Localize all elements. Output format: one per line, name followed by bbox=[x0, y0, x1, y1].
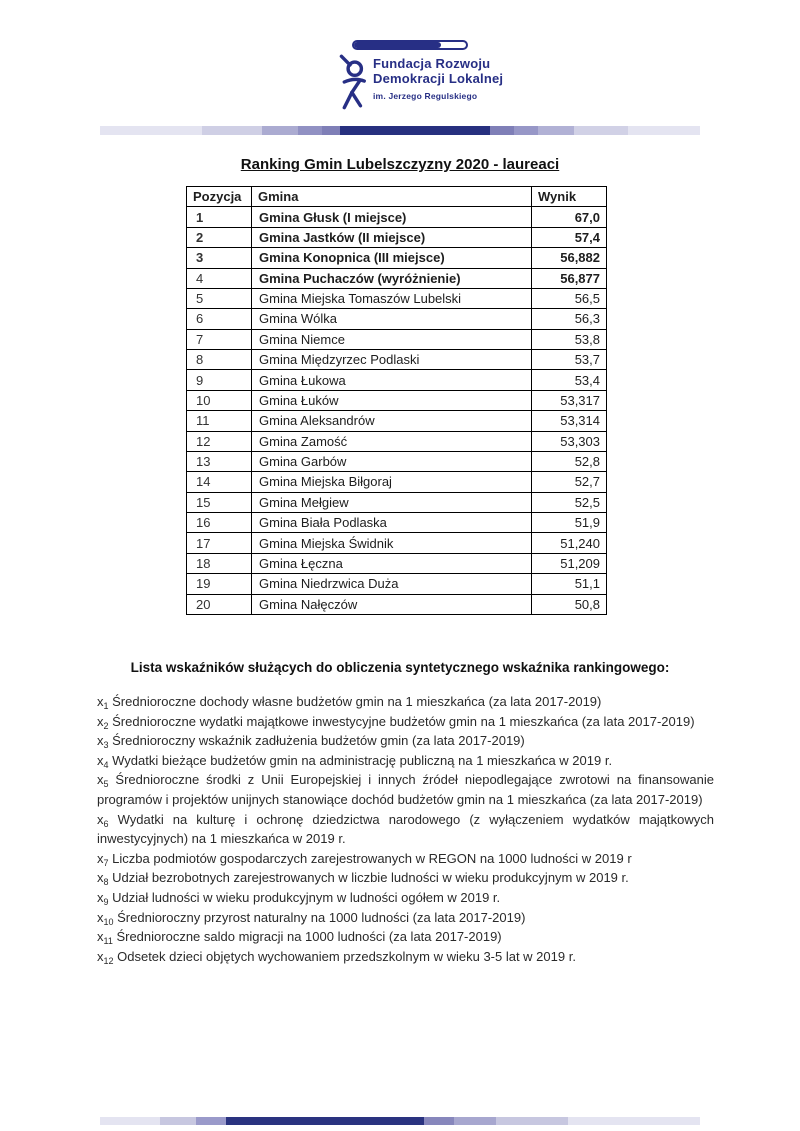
indicator-item: $x_{11}$ Średnioroczne saldo migracji na 1000 ludności (za lata 2017-2019) bbox=[97, 929, 502, 947]
cell-gmina: Gmina Jastków (II miejsce) bbox=[252, 227, 532, 247]
decorative-bar-segment bbox=[496, 1117, 568, 1125]
decorative-bar-segment bbox=[424, 1117, 454, 1125]
cell-wynik: 53,8 bbox=[532, 329, 607, 349]
cell-pozycja: 11 bbox=[187, 411, 252, 431]
cell-pozycja: 20 bbox=[187, 594, 252, 614]
table-row bbox=[187, 248, 607, 268]
table-row bbox=[187, 411, 607, 431]
frdl-pill-icon bbox=[352, 40, 468, 50]
decorative-bar-segment bbox=[538, 126, 574, 135]
indicator-symbol: $x_{12}$ bbox=[97, 948, 114, 966]
cell-wynik: 53,4 bbox=[532, 370, 607, 390]
cell-gmina: Gmina Puchaczów (wyróżnienie) bbox=[252, 268, 532, 288]
cell-pozycja: 12 bbox=[187, 431, 252, 451]
table-row bbox=[187, 533, 607, 553]
table-row bbox=[187, 492, 607, 512]
table-row bbox=[187, 309, 607, 329]
cell-wynik: 51,240 bbox=[532, 533, 607, 553]
cell-wynik: 51,1 bbox=[532, 574, 607, 594]
decorative-bar-segment bbox=[202, 126, 262, 135]
cell-pozycja: 8 bbox=[187, 350, 252, 370]
indicator-subscript: 12 bbox=[103, 955, 114, 966]
cell-pozycja: 10 bbox=[187, 390, 252, 410]
cell-wynik: 52,7 bbox=[532, 472, 607, 492]
decorative-bar-segment bbox=[628, 126, 700, 135]
indicator-symbol: $x_3$ bbox=[97, 733, 109, 751]
table-row bbox=[187, 370, 607, 390]
cell-wynik: 67,0 bbox=[532, 207, 607, 227]
logo-org-name-line2: Demokracji Lokalnej bbox=[373, 70, 504, 86]
cell-gmina: Gmina Niedrzwica Duża bbox=[252, 574, 532, 594]
frdl-pill-fill bbox=[354, 42, 441, 48]
frdl-logo bbox=[373, 57, 503, 101]
cell-gmina: Gmina Wólka bbox=[252, 309, 532, 329]
indicator-item: $x_4$ Wydatki bieżące budżetów gmin na administrację publiczną na 1 mieszkańca w 2019 r. bbox=[97, 752, 613, 770]
cell-pozycja: 7 bbox=[187, 329, 252, 349]
cell-wynik: 56,5 bbox=[532, 288, 607, 308]
decorative-bar-segment bbox=[514, 126, 538, 135]
column-header-gmina: Gmina bbox=[252, 187, 532, 207]
indicator-item: $x_5$ Średnioroczne środki z Unii Europejskiej i innych źródeł niepodlegające zwrotowi na finansowanie programów i projektów unijnych stanowiące dochód budżetów gmin na 1 mieszkańca (za lata 2017-2019) bbox=[97, 772, 714, 807]
table-row bbox=[187, 207, 607, 227]
cell-pozycja: 14 bbox=[187, 472, 252, 492]
ranking-table-body bbox=[187, 207, 607, 615]
table-header-row bbox=[187, 187, 607, 207]
cell-wynik: 53,317 bbox=[532, 390, 607, 410]
indicator-item: $x_7$ Liczba podmiotów gospodarczych zarejestrowanych w REGON na 1000 ludności w 2019 r bbox=[97, 850, 632, 868]
cell-gmina: Gmina Garbów bbox=[252, 451, 532, 471]
indicator-subscript: 7 bbox=[103, 857, 109, 868]
cell-gmina: Gmina Aleksandrów bbox=[252, 411, 532, 431]
decorative-bar-segment bbox=[160, 1117, 196, 1125]
indicator-item: $x_2$ Średnioroczne wydatki majątkowe inwestycyjne budżetów gmin na 1 mieszkańca (za lata 2017-2019) bbox=[97, 713, 695, 731]
cell-wynik: 52,5 bbox=[532, 492, 607, 512]
indicator-symbol: $x_1$ bbox=[97, 694, 109, 711]
cell-wynik: 53,303 bbox=[532, 431, 607, 451]
cell-wynik: 56,882 bbox=[532, 248, 607, 268]
cell-gmina: Gmina Miejska Tomaszów Lubelski bbox=[252, 288, 532, 308]
indicator-subscript: 3 bbox=[103, 740, 109, 751]
indicator-subscript: 11 bbox=[103, 936, 113, 947]
cell-pozycja: 18 bbox=[187, 553, 252, 573]
cell-pozycja: 6 bbox=[187, 309, 252, 329]
ranking-table bbox=[186, 186, 607, 615]
cell-gmina: Gmina Konopnica (III miejsce) bbox=[252, 248, 532, 268]
cell-pozycja: 2 bbox=[187, 227, 252, 247]
indicator-symbol: $x_5$ bbox=[97, 772, 109, 790]
indicator-item: $x_{10}$ Średnioroczny przyrost naturalny na 1000 ludności (za lata 2017-2019) bbox=[97, 909, 526, 927]
decorative-bar-segment bbox=[568, 1117, 700, 1125]
cell-wynik: 53,7 bbox=[532, 350, 607, 370]
indicator-subscript: 5 bbox=[103, 779, 109, 790]
indicator-symbol: $x_9$ bbox=[97, 889, 109, 907]
cell-pozycja: 15 bbox=[187, 492, 252, 512]
cell-pozycja: 5 bbox=[187, 288, 252, 308]
cell-wynik: 52,8 bbox=[532, 451, 607, 471]
table-row bbox=[187, 431, 607, 451]
indicator-subscript: 2 bbox=[103, 720, 109, 731]
indicator-subscript: 1 bbox=[103, 701, 109, 711]
cell-pozycja: 9 bbox=[187, 370, 252, 390]
cell-gmina: Gmina Nałęczów bbox=[252, 594, 532, 614]
decorative-bar-segment bbox=[298, 126, 322, 135]
table-row bbox=[187, 553, 607, 573]
cell-gmina: Gmina Biała Podlaska bbox=[252, 513, 532, 533]
cell-gmina: Gmina Zamość bbox=[252, 431, 532, 451]
cell-pozycja: 4 bbox=[187, 268, 252, 288]
decorative-bar-bottom bbox=[100, 1117, 700, 1125]
frdl-person-icon bbox=[331, 53, 369, 111]
table-row bbox=[187, 227, 607, 247]
table-row bbox=[187, 574, 607, 594]
indicator-symbol: $x_7$ bbox=[97, 850, 109, 868]
indicator-subscript: 8 bbox=[103, 877, 109, 888]
table-row bbox=[187, 513, 607, 533]
indicator-item: $x_9$ Udział ludności w wieku produkcyjnym w ludności ogółem w 2019 r. bbox=[97, 889, 501, 907]
column-header-pozycja: Pozycja bbox=[187, 187, 252, 207]
page-title: Ranking Gmin Lubelszczyzny 2020 - laureaci bbox=[240, 156, 560, 173]
indicator-symbol: $x_2$ bbox=[97, 713, 109, 731]
decorative-bar-segment bbox=[490, 126, 514, 135]
decorative-bar-segment bbox=[100, 126, 202, 135]
cell-gmina: Gmina Łęczna bbox=[252, 553, 532, 573]
decorative-bar-segment bbox=[100, 1117, 160, 1125]
cell-pozycja: 17 bbox=[187, 533, 252, 553]
cell-gmina: Gmina Międzyrzec Podlaski bbox=[252, 350, 532, 370]
cell-pozycja: 19 bbox=[187, 574, 252, 594]
cell-gmina: Gmina Niemce bbox=[252, 329, 532, 349]
cell-wynik: 56,877 bbox=[532, 268, 607, 288]
indicator-item: $x_6$ Wydatki na kulturę i ochronę dziedzictwa narodowego (z wyłączeniem wydatków majątkowych inwestycyjnych) na 1 mieszkańca w 2019 r. bbox=[97, 811, 714, 847]
indicator-subscript: 10 bbox=[103, 916, 114, 927]
cell-pozycja: 3 bbox=[187, 248, 252, 268]
cell-wynik: 56,3 bbox=[532, 309, 607, 329]
decorative-bar-segment bbox=[574, 126, 628, 135]
decorative-bar-segment bbox=[322, 126, 340, 135]
column-header-wynik: Wynik bbox=[532, 187, 607, 207]
decorative-bar-segment bbox=[226, 1117, 424, 1125]
table-row bbox=[187, 288, 607, 308]
indicator-symbol: $x_{10}$ bbox=[97, 909, 114, 927]
indicator-subscript: 9 bbox=[103, 896, 109, 907]
indicators-heading: Lista wskaźników służących do obliczenia syntetycznego wskaźnika rankingowego: bbox=[130, 660, 670, 675]
decorative-bar-segment bbox=[454, 1117, 496, 1125]
cell-gmina: Gmina Miejska Świdnik bbox=[252, 533, 532, 553]
indicator-item: $x_1$ Średnioroczne dochody własne budżetów gmin na 1 mieszkańca (za lata 2017-2019) bbox=[97, 694, 602, 711]
logo-org-subtitle: im. Jerzego Regulskiego bbox=[373, 91, 478, 101]
indicator-item: $x_{12}$ Odsetek dzieci objętych wychowaniem przedszkolnym w wieku 3-5 lat w 2019 r. bbox=[97, 948, 576, 966]
indicator-subscript: 6 bbox=[103, 818, 109, 829]
cell-pozycja: 13 bbox=[187, 451, 252, 471]
table-row bbox=[187, 350, 607, 370]
cell-gmina: Gmina Łuków bbox=[252, 390, 532, 410]
indicator-symbol: $x_{11}$ bbox=[97, 929, 113, 947]
table-row bbox=[187, 594, 607, 614]
indicator-item: $x_3$ Średnioroczny wskaźnik zadłużenia budżetów gmin (za lata 2017-2019) bbox=[97, 733, 525, 751]
cell-wynik: 50,8 bbox=[532, 594, 607, 614]
decorative-bar-segment bbox=[262, 126, 298, 135]
cell-pozycja: 1 bbox=[187, 207, 252, 227]
cell-gmina: Gmina Łukowa bbox=[252, 370, 532, 390]
table-row bbox=[187, 268, 607, 288]
cell-wynik: 51,9 bbox=[532, 513, 607, 533]
indicator-symbol: $x_6$ bbox=[97, 811, 109, 829]
decorative-bar-segment bbox=[340, 126, 490, 135]
decorative-bar-segment bbox=[196, 1117, 226, 1125]
indicator-item: $x_8$ Udział bezrobotnych zarejestrowanych w liczbie ludności w wieku produkcyjnym w 2019 r. bbox=[97, 870, 629, 888]
cell-gmina: Gmina Mełgiew bbox=[252, 492, 532, 512]
indicator-subscript: 4 bbox=[103, 759, 109, 770]
cell-gmina: Gmina Głusk (I miejsce) bbox=[252, 207, 532, 227]
table-row bbox=[187, 451, 607, 471]
table-row bbox=[187, 329, 607, 349]
cell-wynik: 51,209 bbox=[532, 553, 607, 573]
indicator-symbol: $x_8$ bbox=[97, 870, 109, 888]
cell-wynik: 57,4 bbox=[532, 227, 607, 247]
cell-wynik: 53,314 bbox=[532, 411, 607, 431]
indicator-symbol: $x_4$ bbox=[97, 752, 109, 770]
logo-org-name-line1: Fundacja Rozwoju bbox=[373, 56, 491, 71]
decorative-bar-top bbox=[100, 126, 700, 135]
indicators-list bbox=[97, 692, 714, 966]
cell-gmina: Gmina Miejska Biłgoraj bbox=[252, 472, 532, 492]
cell-pozycja: 16 bbox=[187, 513, 252, 533]
table-row bbox=[187, 390, 607, 410]
table-row bbox=[187, 472, 607, 492]
